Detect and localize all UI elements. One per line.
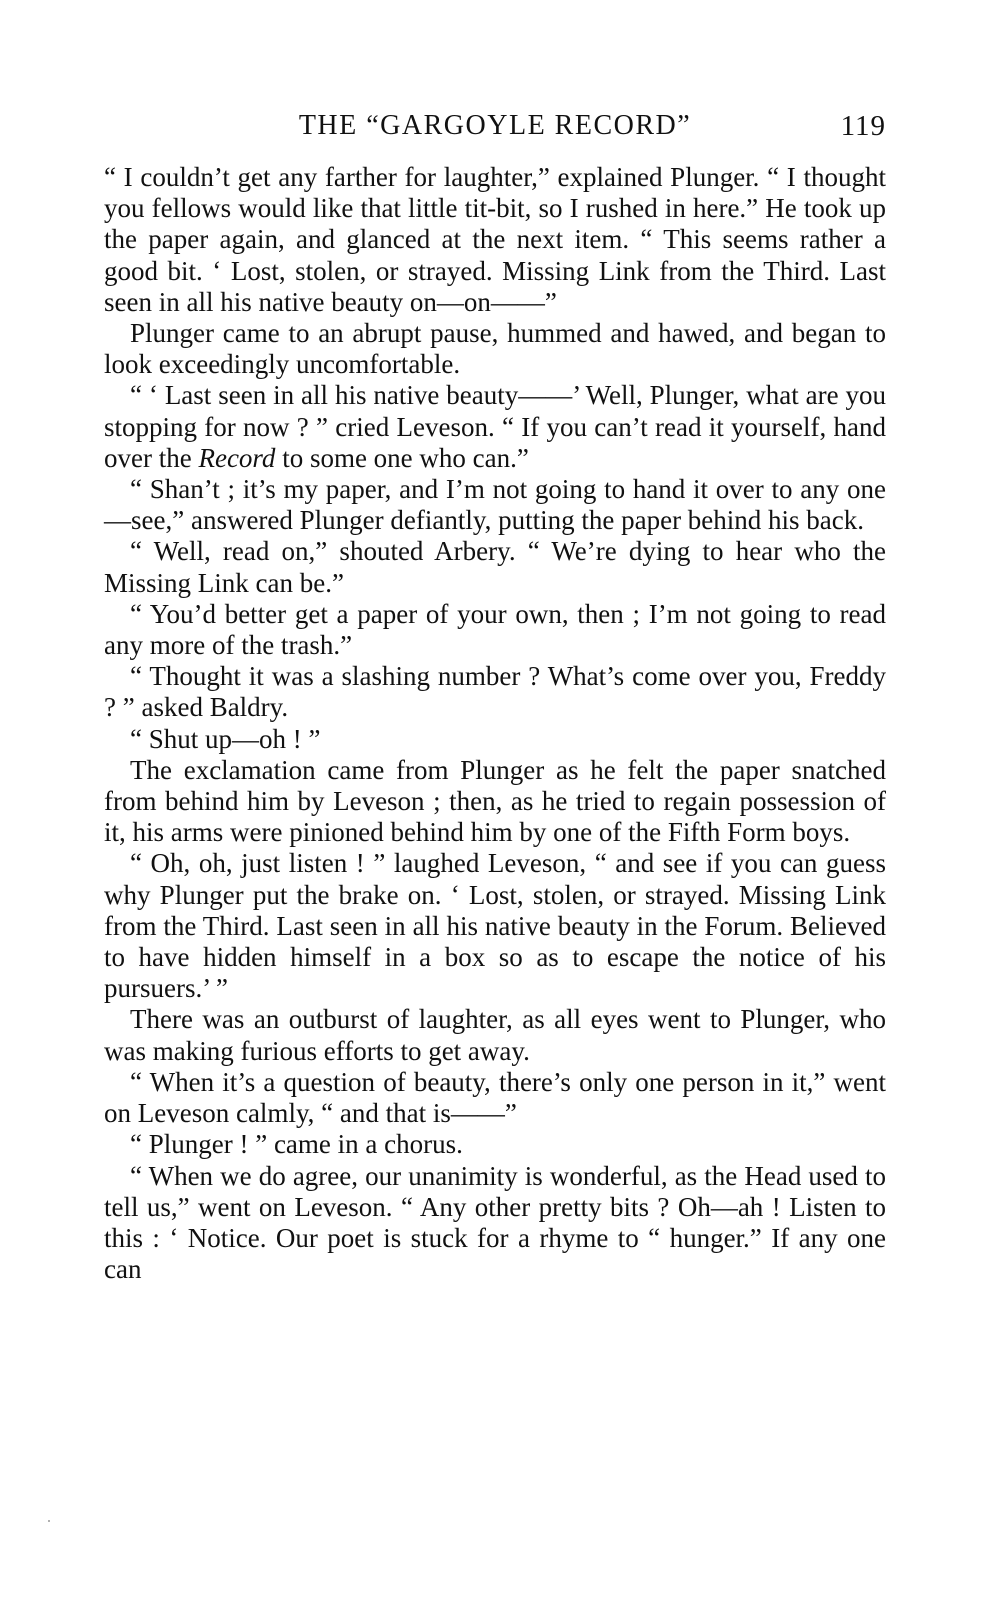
paragraph-4: “ Shan’t ; it’s my paper, and I’m not going to hand it over to any one—see,” answered Plunger defiantly, putting the paper behind his back. — [104, 474, 886, 536]
paragraph-5: “ Well, read on,” shouted Arbery. “ We’re dying to hear who the Missing Link can be.” — [104, 536, 886, 598]
paragraph-6: “ You’d better get a paper of your own, then ; I’m not going to read any more of the trash.” — [104, 598, 886, 661]
paragraph-3 — [104, 380, 886, 474]
paragraph-2: Plunger came to an abrupt pause, hummed and hawed, and began to look exceedingly uncomfortable. — [104, 318, 886, 380]
running-title: THE “GARGOYLE RECORD” — [298, 110, 692, 141]
paragraph-11: There was an outburst of laughter, as all eyes went to Plunger, who was making furious efforts to get away. — [104, 1004, 886, 1066]
body-text — [104, 162, 886, 1285]
paragraph-9: The exclamation came from Plunger as he felt the paper snatched from behind him by Leveson ; then, as he tried to regain possession of it, his arms were pinioned behind him by one of the Fifth Form boys. — [104, 754, 886, 848]
paragraph-1: “ I couldn’t get any farther for laughter,” explained Plunger. “ I thought you fellows would like that little tit-bit, so I rushed in here.” He took up the paper again, and glanced at the next item. “ This seems rather a good bit. ‘ Lost, stolen, or strayed. Missing Link from the Third. Last seen in all his native beauty on—on——” — [104, 162, 886, 317]
paragraph-13: “ Plunger ! ” came in a chorus. — [130, 1129, 463, 1160]
speck — [48, 1520, 50, 1522]
paragraph-3-after: to some one who can.” — [275, 442, 529, 473]
paragraph-8: “ Shut up—oh ! ” — [130, 723, 321, 754]
record-title: Record — [198, 442, 276, 473]
paragraph-14: “ When we do agree, our unanimity is wonderful, as the Head used to tell us,” went on Leveson. “ Any other pretty bits ? Oh—ah ! Listen to this : ‘ Notice. Our poet is stuck for a rhyme to “ hunger.” If any one can — [104, 1160, 886, 1285]
paragraph-10: “ Oh, oh, just listen ! ” laughed Leveson, “ and see if you can guess why Plunger put the brake on. ‘ Lost, stolen, or strayed. Missing Link from the Third. Last seen in all his native beauty in the Forum. Believed to have hidden himself in a box so as to escape the notice of his pursuers.’ ” — [104, 848, 886, 1004]
running-head — [104, 106, 886, 146]
page-number: 119 — [840, 110, 886, 142]
paragraph-7: “ Thought it was a slashing number ? What’s come over you, Freddy ? ” asked Baldry. — [104, 661, 886, 723]
paragraph-3-before: “ ‘ Last seen in all his native beauty——’ Well, Plunger, what are you stopping for now ? ” cried Leveson. “ If you can’t read it yourself, hand over the — [104, 380, 886, 473]
paragraph-12: “ When it’s a question of beauty, there’s only one person in it,” went on Leveson calmly, “ and that is——” — [104, 1066, 886, 1129]
paper-specks — [48, 1520, 52, 1524]
